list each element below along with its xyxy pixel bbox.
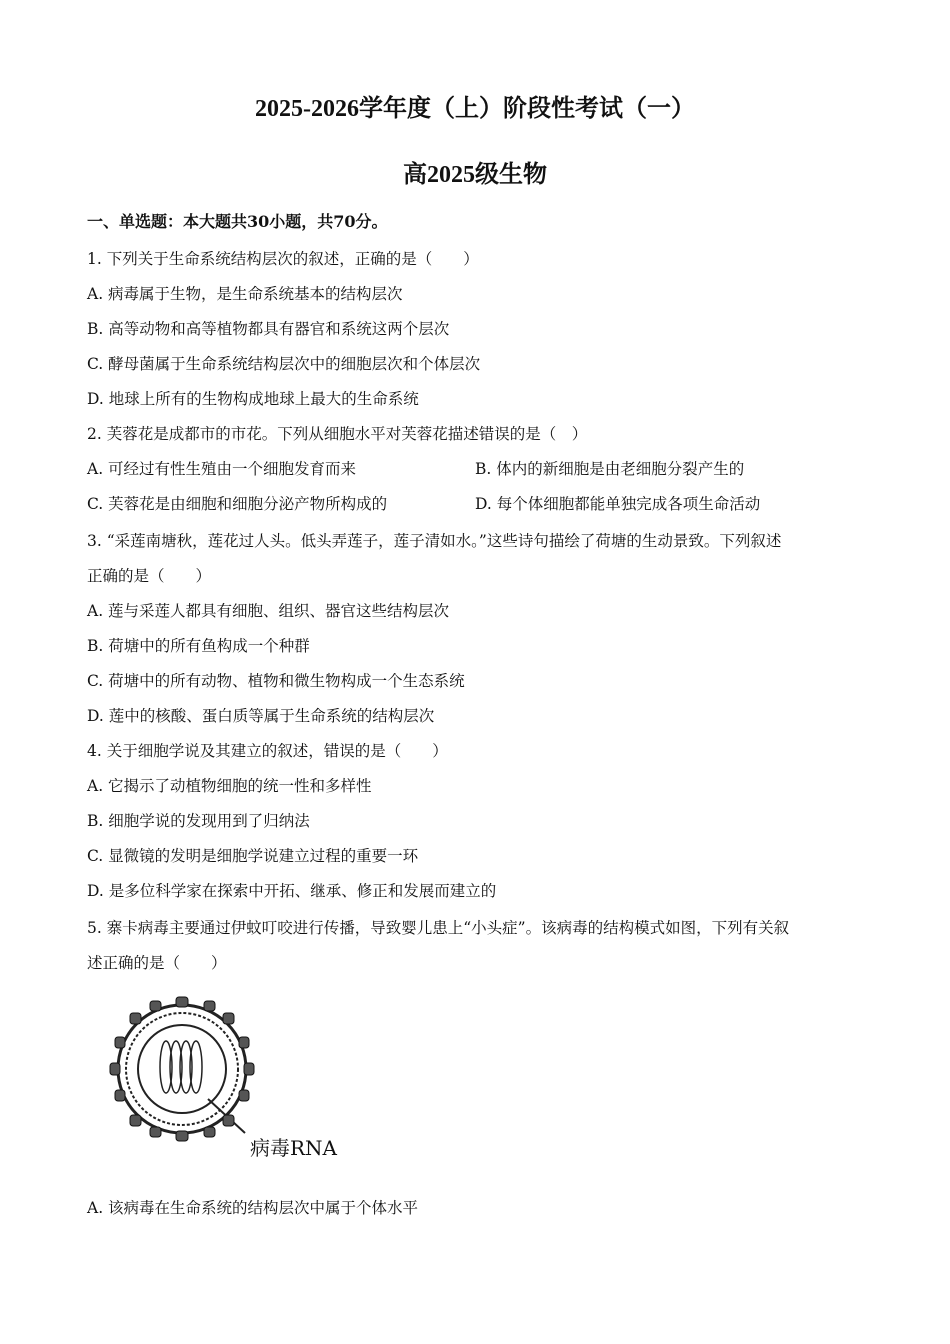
question-5-stem-line-1: 5. 寨卡病毒主要通过伊蚊叮咬进行传播，导致婴儿患上“小头症”。该病毒的结构模式如图，下列有关叙: [87, 919, 790, 937]
spike: [130, 1115, 141, 1126]
question-1-option-c: C. 酵母菌属于生命系统结构层次中的细胞层次和个体层次: [87, 355, 481, 373]
question-4-stem: 4. 关于细胞学说及其建立的叙述，错误的是（ ）: [87, 742, 448, 760]
exam-title: 2025-2026学年度（上）阶段性考试（一）: [255, 96, 695, 122]
question-2-option-c: C. 芙蓉花是由细胞和细胞分泌产物所构成的: [87, 495, 388, 513]
spike: [244, 1063, 254, 1075]
virus-structure-svg: [100, 985, 360, 1165]
question-4-option-c: C. 显微镜的发明是细胞学说建立过程的重要一环: [87, 847, 419, 865]
question-2-option-d: D. 每个体细胞都能单独完成各项生命活动: [475, 495, 761, 513]
question-1-option-d: D. 地球上所有的生物构成地球上最大的生命系统: [87, 390, 419, 408]
question-5-stem-line-2: 述正确的是（ ）: [87, 954, 227, 972]
spike: [130, 1013, 141, 1024]
question-1-option-b: B. 高等动物和高等植物都具有器官和系统这两个层次: [87, 320, 450, 338]
question-3-option-c: C. 荷塘中的所有动物、植物和微生物构成一个生态系统: [87, 672, 465, 690]
spike: [204, 1001, 215, 1011]
question-2-option-a: A. 可经过有性生殖由一个细胞发育而来: [87, 460, 357, 478]
spike: [176, 997, 188, 1007]
question-3-option-b: B. 荷塘中的所有鱼构成一个种群: [87, 637, 310, 655]
question-1-stem: 1. 下列关于生命系统结构层次的叙述，正确的是（ ）: [87, 250, 479, 268]
question-4-option-a: A. 它揭示了动植物细胞的统一性和多样性: [87, 777, 372, 795]
spike: [150, 1127, 161, 1137]
question-4-option-b: B. 细胞学说的发现用到了归纳法: [87, 812, 310, 830]
rna-label: 病毒RNA: [250, 1136, 338, 1160]
question-2-option-b: B. 体内的新细胞是由老细胞分裂产生的: [475, 460, 745, 478]
spike: [223, 1013, 234, 1024]
section-heading: 一、单选题：本大题共30小题，共70分。: [87, 212, 388, 231]
zika-virus-diagram: [100, 985, 360, 1165]
spike: [204, 1127, 215, 1137]
question-5-option-a: A. 该病毒在生命系统的结构层次中属于个体水平: [87, 1199, 419, 1217]
spike: [239, 1090, 249, 1101]
exam-subtitle: 高2025级生物: [403, 162, 547, 188]
question-2-stem: 2. 芙蓉花是成都市的市花。下列从细胞水平对芙蓉花描述错误的是（ ）: [87, 425, 588, 443]
spike: [115, 1037, 125, 1048]
spike: [150, 1001, 161, 1011]
spike: [176, 1131, 188, 1141]
spike: [223, 1115, 234, 1126]
spike: [110, 1063, 120, 1075]
question-3-stem-line-1: 3. “采莲南塘秋，莲花过人头。低头弄莲子，莲子清如水。”这些诗句描绘了荷塘的生动景致。下列叙述: [87, 532, 782, 550]
question-3-option-d: D. 莲中的核酸、蛋白质等属于生命系统的结构层次: [87, 707, 435, 725]
question-1-option-a: A. 病毒属于生物，是生命系统基本的结构层次: [87, 285, 403, 303]
question-3-stem-line-2: 正确的是（ ）: [87, 567, 212, 585]
question-4-option-d: D. 是多位科学家在探索中开拓、继承、修正和发展而建立的: [87, 882, 497, 900]
spike: [115, 1090, 125, 1101]
spike: [239, 1037, 249, 1048]
question-3-option-a: A. 莲与采莲人都具有细胞、组织、器官这些结构层次: [87, 602, 450, 620]
